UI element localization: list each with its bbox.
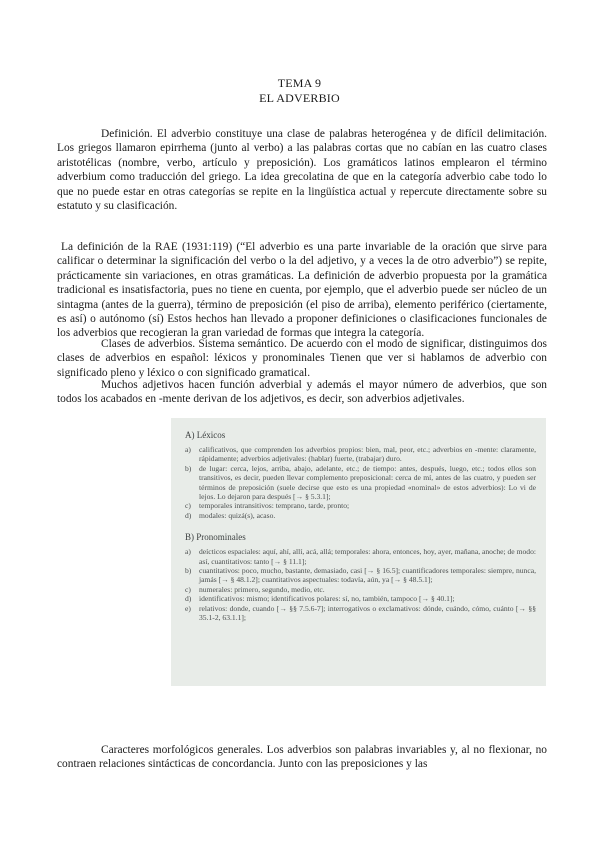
scan-item-text: deícticos espaciales: aquí, ahí, allí, acá, allá; temporales: ahora, entonces, hoy, ayer, mañana, anoche; de modo: así, cuantitativos: tanto [→ § 11.1]; [199,547,536,566]
scan-item-label: a) [185,445,191,454]
scan-item-label: b) [185,566,192,576]
scan-list-item [185,501,536,510]
scan-item-text: temporales intransitivos: temprano, tarde, pronto; [199,501,350,511]
scan-list-item [185,445,536,464]
scan-item-label: e) [185,603,191,613]
paragraph-clases: Clases de adverbios. Sistema semántico. De acuerdo con el modo de significar, distinguimos dos clases de adverbios en español: léxicos y pronominales Tienen que ver si hablamos de adverbio con significado pleno y léxico o con significado gramatical. [57,338,547,379]
scan-item-text: relativos: donde, cuando [→ §§ 7.5.6-7]; interrogativos o exclamativos: dónde, cuándo, cómo, cuánto [→ §§ 35.1-2, 63.1.1]; [199,603,536,623]
chapter-title: EL ADVERBIO [259,91,340,105]
scanned-excerpt-image [171,418,546,686]
paragraph-definicion: Definición. El adverbio constituye una clase de palabras heterogénea y de difícil delimitación. Los griegos llamaron epirrhema (junto al verbo) a las palabras cortas que no cabían en las cuatro clases aristotélicas (nombre, verbo, artículo y preposición). Los gramáticos latinos emplearon el término adverbium como traducción del griego. La idea grecolatina de que en la categoría adverbio cabe todo lo que no puede estar en otras categorías se repite en la lingüística actual y repercute directamente sobre su estatuto y su clasificación. [57,128,547,213]
scan-item-label: d) [185,594,192,604]
scan-list-item [185,594,536,603]
paragraph-rae: La definición de la RAE (1931:119) (“El adverbio es una parte invariable de la oración que sirve para calificar o determinar la significación del verbo o la del adjetivo, y a veces la de otro adverbio”) se repite, prácticamente sin variaciones, en otras gramáticas. La definición de adverbio propuesta por la gramática tradicional es insatisfactoria, pues no tiene en cuenta, por ejemplo, que el adverbio puede ser núcleo de un sintagma (antes de la guerra), término de preposición (el piso de arriba), elemento periférico (ciertamente, es así) o autónomo (sí) Estos hechos han llevado a proponer definiciones o clasificaciones funcionales de los adverbios que recogieran la gran variedad de formas que integra la categoría. [57,241,547,340]
scan-item-label: d) [185,510,192,520]
scan-list-item [185,604,536,623]
scan-list-item [185,547,536,566]
paragraph-adjetivos: Muchos adjetivos hacen función adverbial y además el mayor número de adverbios, que son todos los acabados en -mente derivan de los adjetivos, es decir, son adverbios adjetivales. [57,379,547,406]
scan-section-lexicos: A) Léxicos [185,430,226,440]
scan-list-item [185,511,536,520]
scan-item-text: identificativos: mismo; identificativos polares: sí, no, también, tampoco [→ § 40.1]; [199,594,455,604]
scan-item-label: a) [185,547,191,557]
scan-item-label: b) [185,463,192,473]
scan-list-item [185,585,536,594]
scan-list-item [185,566,536,585]
scan-item-text: de lugar: cerca, lejos, arriba, abajo, adelante, etc.; de tiempo: antes, después, luego, etc.; todos ellos son transitivos, es decir, pueden llevar complemento preposicional: cerca de mí, antes de las cuatro, y pueden ser términos de preposición (suele decirse que esto es una propiedad «nominal» de estos adverbios): Lo vi de lejos. Lo dejaron para después [→ § 5.3.1]; [199,463,536,502]
scan-item-label: c) [185,501,191,511]
paragraph-caracteres: Caracteres morfológicos generales. Los adverbios son palabras invariables y, al no flexionar, no contraen relaciones sintácticas de concordancia. Junto con las preposiciones y las [57,744,547,771]
scan-item-text: cuantitativos: poco, mucho, bastante, demasiado, casi [→ § 16.5]; cuantificadores temporales: siempre, nunca, jamás [→ § 48.1.2]; cuantitativos aspectuales: todavía, aún, ya [→ § 48.5.1]; [199,566,536,585]
scan-section-pronominales: B) Pronominales [185,532,246,543]
scan-item-text: modales: quizá(s), acaso. [199,510,276,520]
scan-item-text: numerales: primero, segundo, medio, etc. [199,584,325,594]
chapter-number: TEMA 9 [277,76,322,90]
scan-list-item [185,464,536,502]
scan-item-label: c) [185,584,191,594]
scan-item-text: calificativos, que comprenden los adverbios propios: bien, mal, peor, etc.; adverbios en -mente: claramente, rápidamente; adverbios adjetivales: (hablar) fuerte, (trabajar) duro. [199,445,536,464]
